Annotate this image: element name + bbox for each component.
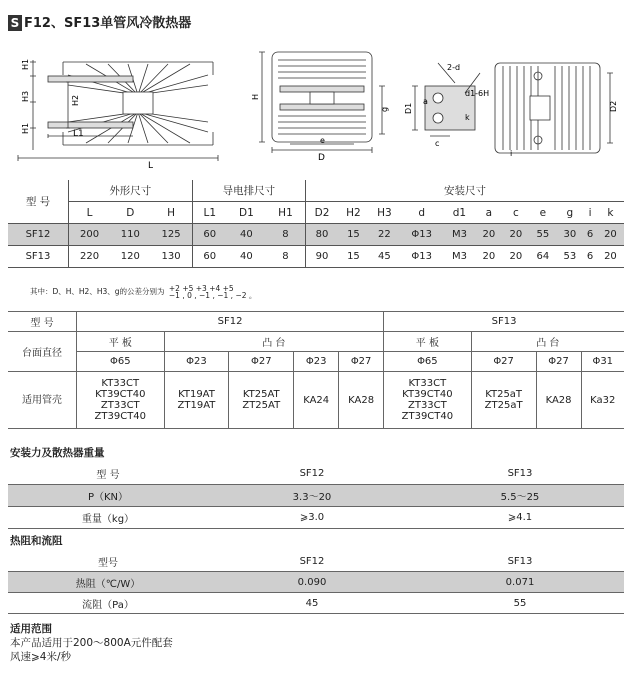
label-l1: L1 xyxy=(73,129,84,139)
thermal-value: 55 xyxy=(416,593,624,614)
cell: 200 xyxy=(69,224,111,246)
col-header: D xyxy=(110,202,151,224)
col-header: H1 xyxy=(266,202,306,224)
dimensions-table xyxy=(8,180,624,268)
thermal-header-sf12: SF12 xyxy=(208,551,416,572)
cell: 15 xyxy=(338,224,369,246)
mounting-table xyxy=(8,311,624,429)
force-header-model: 型 号 xyxy=(8,463,208,485)
label-h1-bottom: H1 xyxy=(21,122,30,134)
force-row-weight xyxy=(8,507,624,529)
cell: 110 xyxy=(110,224,151,246)
force-header-row xyxy=(8,463,624,485)
label-d1: D1 xyxy=(404,102,413,114)
col-header: H3 xyxy=(369,202,400,224)
boss-label-sf12: 凸 台 xyxy=(164,332,384,352)
label-2d: 2-d xyxy=(447,63,461,72)
dims-mount-header: 安装尺寸 xyxy=(306,180,624,202)
cell: M3 xyxy=(444,246,476,268)
thermal-header-model: 型号 xyxy=(8,551,208,572)
dia-cell: Φ27 xyxy=(471,352,536,372)
col-header: d1 xyxy=(444,202,476,224)
label-d1-6h: d1-6H xyxy=(465,89,490,98)
dia-cell: Φ65 xyxy=(384,352,472,372)
tube-cell: KA24 xyxy=(294,372,339,429)
force-section-title: 安装力及散热器重量 xyxy=(10,447,105,459)
row-model: SF12 xyxy=(8,224,69,246)
tube-cell: KT19AT ZT19AT xyxy=(164,372,229,429)
cell: 64 xyxy=(529,246,556,268)
cell: 6 xyxy=(583,224,597,246)
dia-cell: Φ23 xyxy=(294,352,339,372)
cell: 55 xyxy=(529,224,556,246)
dia-cell: Φ27 xyxy=(536,352,581,372)
scope-title: 适用范围 xyxy=(10,623,52,635)
tube-cell: KT25aT ZT25aT xyxy=(471,372,536,429)
cell: 20 xyxy=(597,224,624,246)
col-header: L xyxy=(69,202,111,224)
tolerance-lower: −1 , 0 , −1 , −1 , −2 。 xyxy=(168,291,257,300)
force-value: ⩾3.0 xyxy=(208,507,416,529)
col-header: H2 xyxy=(338,202,369,224)
dims-model-header: 型 号 xyxy=(8,180,69,224)
thermal-value: 0.071 xyxy=(416,572,624,593)
cell: 90 xyxy=(306,246,338,268)
tube-cell: Ka32 xyxy=(581,372,624,429)
force-table xyxy=(8,463,624,529)
label-a: a xyxy=(423,97,428,106)
cell: 15 xyxy=(338,246,369,268)
thermal-label: 流阻（Pa） xyxy=(8,593,208,614)
scope-block xyxy=(10,622,173,664)
cell: M3 xyxy=(444,224,476,246)
cell: 60 xyxy=(192,224,227,246)
col-header: d xyxy=(400,202,444,224)
cell: 20 xyxy=(502,246,529,268)
label-h-front: H xyxy=(251,93,260,100)
label-d: D xyxy=(318,153,325,163)
scope-line-1: 本产品适用于200～800A元件配套 xyxy=(10,637,173,649)
label-h1-top: H1 xyxy=(21,58,30,70)
mount-dia-label: 台面直径 xyxy=(8,332,77,372)
col-header: i xyxy=(583,202,597,224)
flat-label-sf13: 平 板 xyxy=(384,332,472,352)
cell: 8 xyxy=(266,224,306,246)
thermal-label: 热阻（℃/W） xyxy=(8,572,208,593)
cell: 60 xyxy=(192,246,227,268)
mount-tube-label: 适用管壳 xyxy=(8,372,77,429)
dims-group-row xyxy=(8,180,624,202)
page-title xyxy=(8,12,191,31)
cell: Φ13 xyxy=(400,246,444,268)
cell: 40 xyxy=(227,224,266,246)
col-header: k xyxy=(597,202,624,224)
label-l: L xyxy=(148,161,154,171)
dia-cell: Φ23 xyxy=(164,352,229,372)
dia-cell: Φ65 xyxy=(77,352,165,372)
label-h3: H3 xyxy=(21,90,30,102)
cell: 80 xyxy=(306,224,338,246)
tolerance-upper: +2 +5 +3 +4 +5 xyxy=(168,284,234,293)
col-header: e xyxy=(529,202,556,224)
dims-busbar-header: 导电排尺寸 xyxy=(192,180,305,202)
dims-outer-header: 外形尺寸 xyxy=(69,180,193,202)
label-i: i xyxy=(510,149,513,158)
dia-cell: Φ27 xyxy=(339,352,384,372)
thermal-row-resistance xyxy=(8,572,624,593)
force-value: ⩾4.1 xyxy=(416,507,624,529)
scope-line-2: 风速⩾4米/秒 xyxy=(10,651,72,663)
label-k: k xyxy=(465,113,470,122)
front-view-drawing xyxy=(250,42,400,167)
dims-col-row xyxy=(8,202,624,224)
top-view-drawing xyxy=(405,58,620,158)
title-badge: S xyxy=(8,15,22,31)
col-header: c xyxy=(502,202,529,224)
mount-dia-row xyxy=(8,352,624,372)
cell: 125 xyxy=(151,224,193,246)
cell: 40 xyxy=(227,246,266,268)
cell: 20 xyxy=(475,246,502,268)
cell: 22 xyxy=(369,224,400,246)
tube-cell: KT33CT KT39CT40 ZT33CT ZT39CT40 xyxy=(384,372,472,429)
dia-cell: Φ31 xyxy=(581,352,624,372)
col-header: a xyxy=(475,202,502,224)
label-g: g xyxy=(380,106,389,112)
title-text: F12、SF13单管风冷散热器 xyxy=(24,16,192,31)
cell: 20 xyxy=(475,224,502,246)
cell: 45 xyxy=(369,246,400,268)
cell: 6 xyxy=(583,246,597,268)
dims-row-sf13 xyxy=(8,246,624,268)
cell: 220 xyxy=(69,246,111,268)
thermal-section-title: 热阻和流阻 xyxy=(10,535,63,547)
tolerance-prefix: 其中：D、H、H2、H3、g的公差分别为 xyxy=(30,287,165,296)
force-label: P（KN） xyxy=(8,485,208,507)
cell: 30 xyxy=(556,224,583,246)
tube-cell: KT33CT KT39CT40 ZT33CT ZT39CT40 xyxy=(77,372,165,429)
thermal-header-sf13: SF13 xyxy=(416,551,624,572)
force-value: 3.3～20 xyxy=(208,485,416,507)
cell: 8 xyxy=(266,246,306,268)
label-h2: H2 xyxy=(71,94,80,106)
tolerance-note xyxy=(30,285,256,299)
col-header: g xyxy=(556,202,583,224)
flat-label-sf12: 平 板 xyxy=(77,332,165,352)
thermal-header-row xyxy=(8,551,624,572)
dims-row-sf12 xyxy=(8,224,624,246)
cell: 120 xyxy=(110,246,151,268)
row-model: SF13 xyxy=(8,246,69,268)
mount-model-row xyxy=(8,312,624,332)
label-d2: D2 xyxy=(609,100,618,112)
thermal-value: 45 xyxy=(208,593,416,614)
thermal-table xyxy=(8,551,624,614)
cell: 20 xyxy=(597,246,624,268)
cell: 20 xyxy=(502,224,529,246)
tube-cell: KA28 xyxy=(536,372,581,429)
mount-sf13-header: SF13 xyxy=(384,312,624,332)
col-header: L1 xyxy=(192,202,227,224)
col-header: H xyxy=(151,202,193,224)
label-e: e xyxy=(320,136,325,145)
label-c: c xyxy=(435,139,440,148)
boss-label-sf13: 凸 台 xyxy=(471,332,624,352)
dia-cell: Φ27 xyxy=(229,352,294,372)
side-view-drawing xyxy=(8,40,243,170)
mount-tube-row xyxy=(8,372,624,429)
force-value: 5.5～25 xyxy=(416,485,624,507)
tube-cell: KT25AT ZT25AT xyxy=(229,372,294,429)
cell: 53 xyxy=(556,246,583,268)
thermal-row-flow xyxy=(8,593,624,614)
mount-sf12-header: SF12 xyxy=(77,312,384,332)
mount-model-label: 型 号 xyxy=(8,312,77,332)
col-header: D1 xyxy=(227,202,266,224)
thermal-value: 0.090 xyxy=(208,572,416,593)
cell: Φ13 xyxy=(400,224,444,246)
force-header-sf13: SF13 xyxy=(416,463,624,485)
mount-type-row xyxy=(8,332,624,352)
force-row-p xyxy=(8,485,624,507)
cell: 130 xyxy=(151,246,193,268)
tube-cell: KA28 xyxy=(339,372,384,429)
col-header: D2 xyxy=(306,202,338,224)
force-label: 重量（kg） xyxy=(8,507,208,529)
force-header-sf12: SF12 xyxy=(208,463,416,485)
